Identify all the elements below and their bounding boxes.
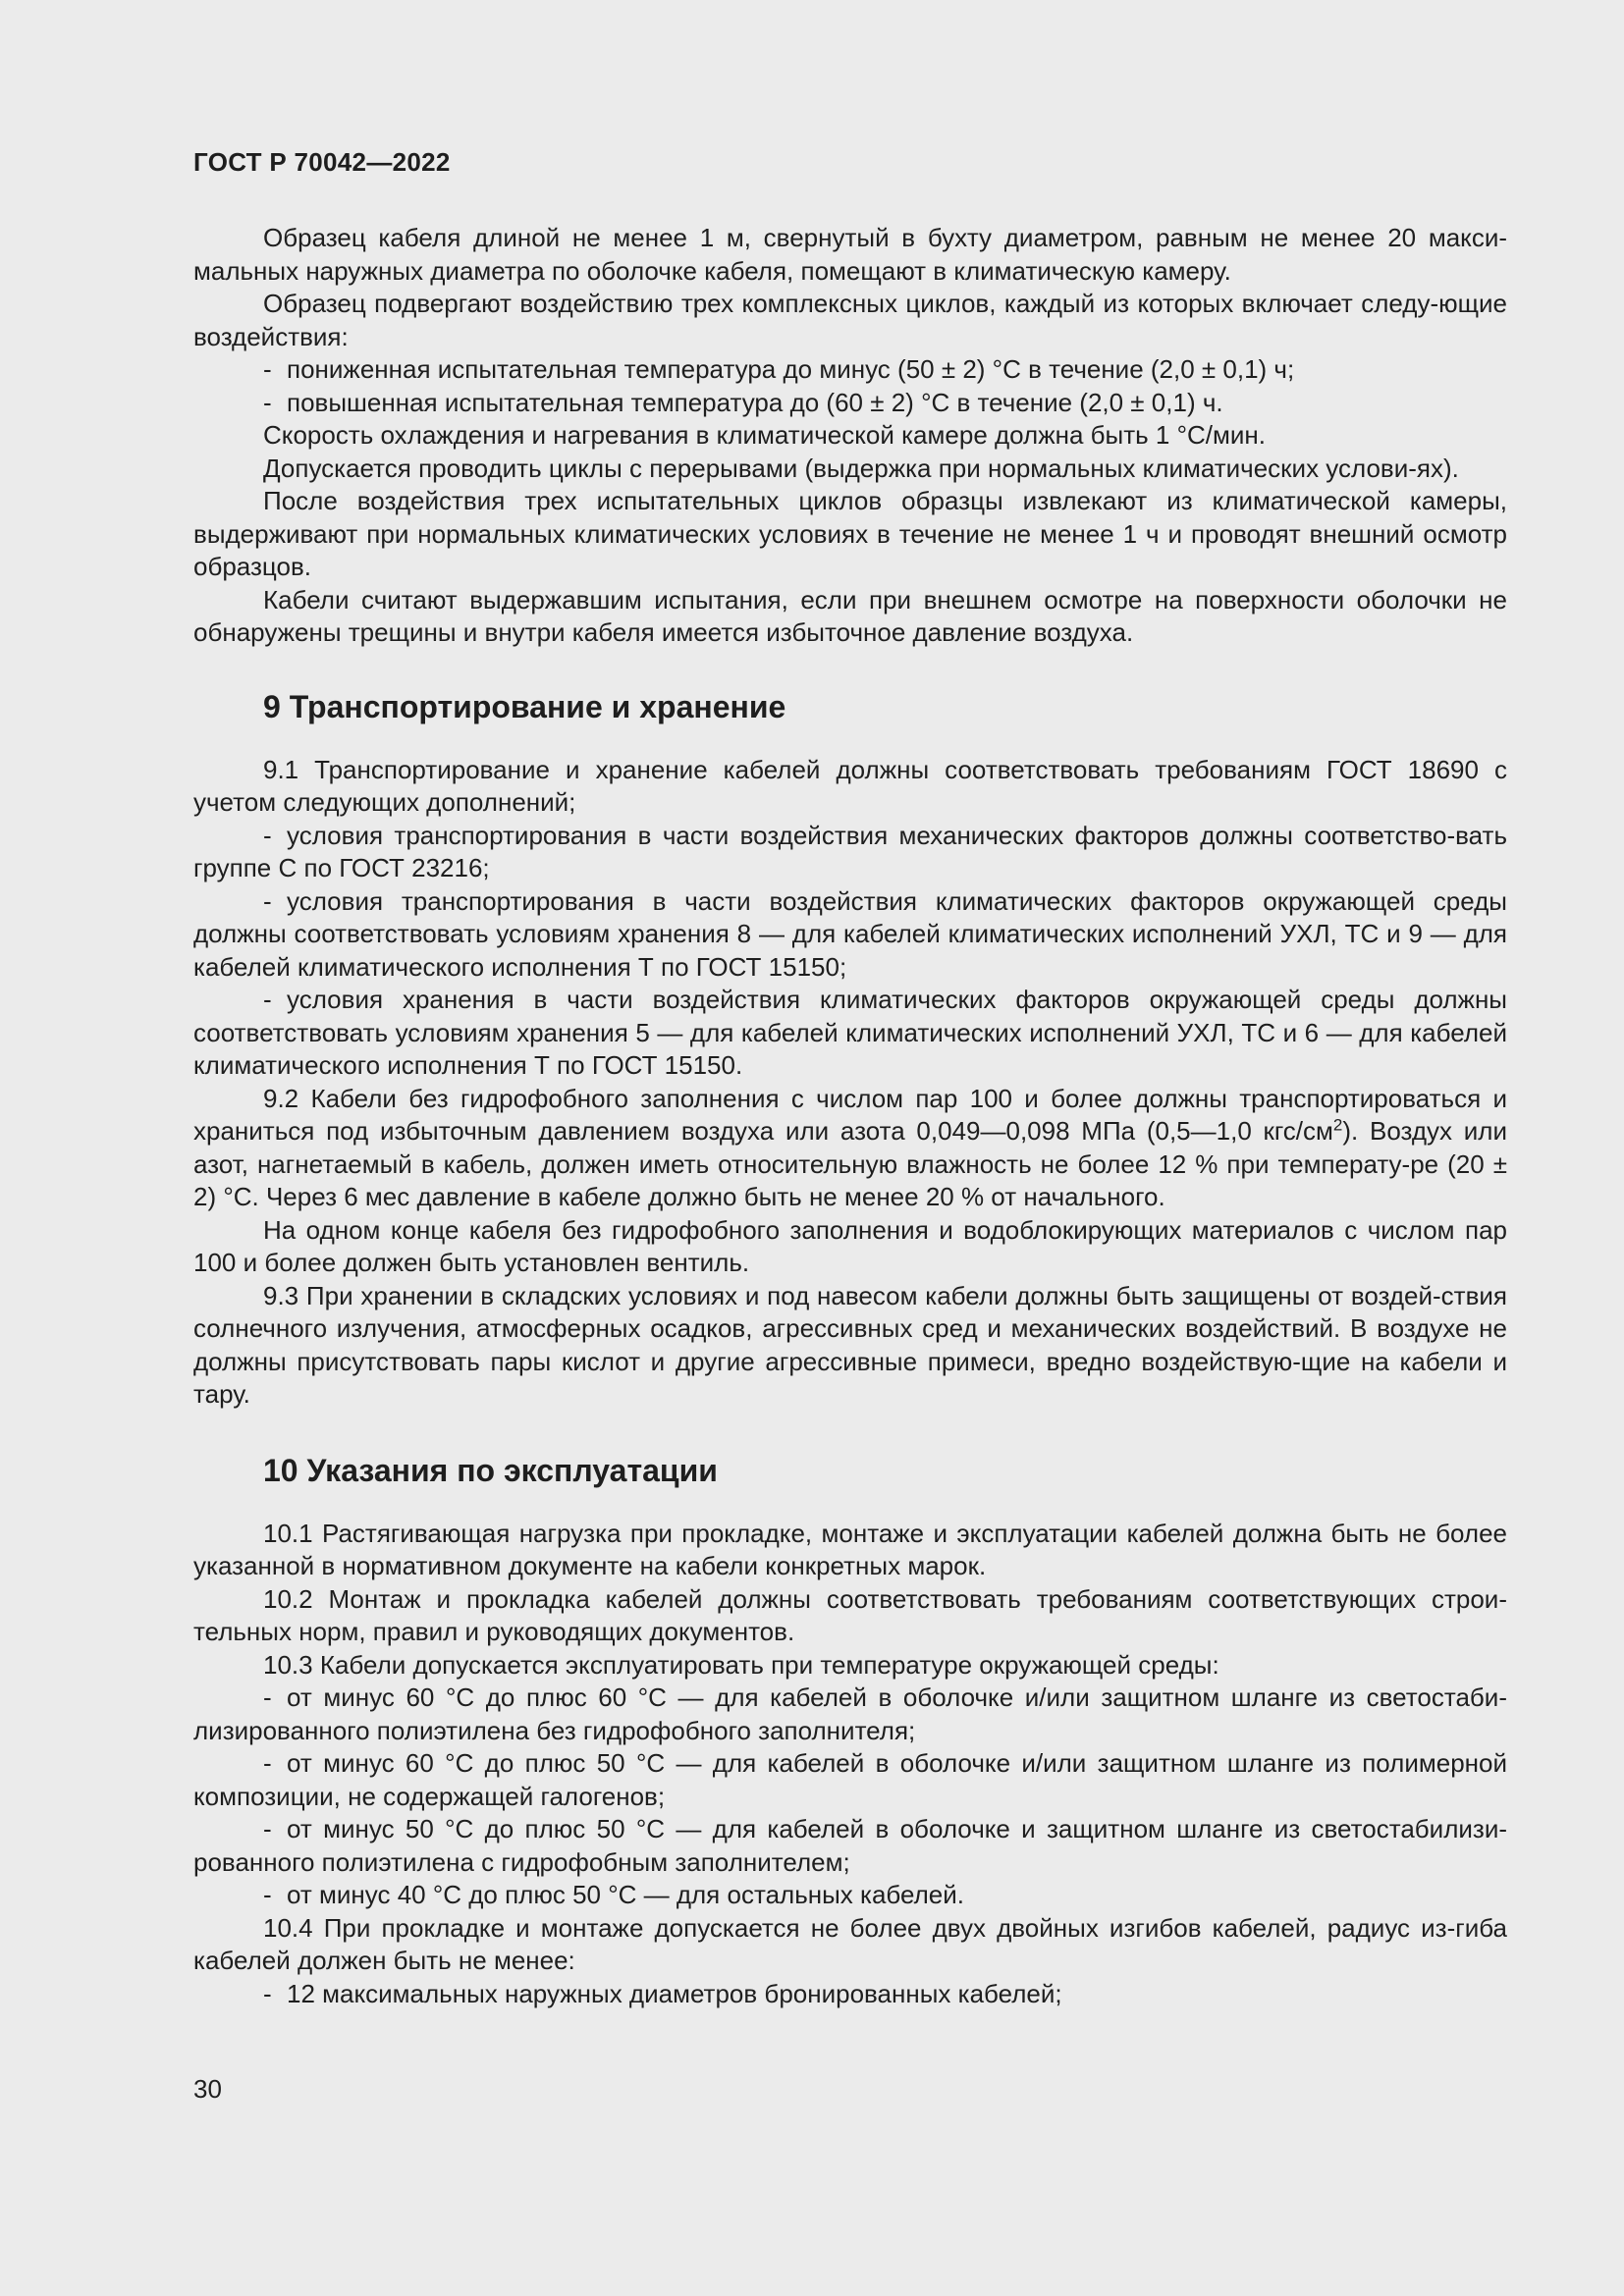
intro-paragraph-5: После воздействия трех испытательных циклов образцы извлекают из климатической камеры, выдерживают при нормальных климатических условиях в течение не менее 1 ч и проводят внешний осмотр образцов. <box>193 486 1507 581</box>
list-item-text: от минус 40 °C до плюс 50 °C — для остальных кабелей. <box>287 1880 964 1909</box>
list-dash: - <box>263 1978 272 2008</box>
list-dash: - <box>263 1814 272 1843</box>
list-dash: - <box>263 985 272 1014</box>
pressure-text-start: 9.2 Кабели без гидрофобного заполнения с числом пар 100 и более должны транспортироваться и храниться под избыточным давлением воздуха или азота 0,049—0,098 МПа (0,5—1,0 кгс/см <box>193 1083 1507 1146</box>
list-dash: - <box>263 1748 272 1778</box>
section-9-heading: 9 Транспортирование и хранение <box>263 688 786 724</box>
section-9-list-item-1 <box>193 820 1507 885</box>
section-10-paragraph-4: 10.4 При прокладке и монтаже допускается не более двух двойных изгибов кабелей, радиус из-гиба кабелей должен быть не менее: <box>193 1912 1507 1975</box>
section-9-paragraph-2 <box>193 1083 1507 1214</box>
intro-paragraph-6: Кабели считают выдержавшим испытания, если при внешнем осмотре на поверхности оболочки не обнаружены трещины и внутри кабеля имеется избыточное давление воздуха. <box>193 584 1507 647</box>
section-10-paragraph-3: 10.3 Кабели допускается эксплуатировать при температуре окружающей среды: <box>263 1649 1219 1680</box>
list-item-text: от минус 60 °C до плюс 60 °C — для кабелей в оболочке и/или защитном шланге из светостаби-лизированного полиэтилена без гидрофобного заполнителя; <box>193 1682 1507 1745</box>
section-9-paragraph-4: 9.3 При хранении в складских условиях и под навесом кабели должны быть защищены от воздей-ствия солнечного излучения, атмосферных осадков, агрессивных сред и механических воздействий. В воздухе не должны присутствовать пары кислот и другие агрессивные примеси, вредно воздействую-щие на кабели и тару. <box>193 1280 1507 1409</box>
list-dash: - <box>263 354 272 384</box>
section-10-list-item-5 <box>193 1978 1507 2011</box>
list-dash: - <box>263 820 272 850</box>
intro-list-item-1 <box>193 353 1507 387</box>
section-9-paragraph-3: На одном конце кабеля без гидрофобного заполнения и водоблокирующих материалов с числом пар 100 и более должен быть установлен вентиль. <box>193 1214 1507 1277</box>
section-10-list-item-3 <box>193 1813 1507 1879</box>
section-10-list-item-2 <box>193 1747 1507 1813</box>
list-dash: - <box>263 885 272 916</box>
intro-paragraph-2: Образец подвергают воздействию трех комплексных циклов, каждый из которых включает следу-ющие воздействия: <box>193 289 1507 351</box>
section-9-paragraph-1: 9.1 Транспортирование и хранение кабелей должны соответствовать требованиям ГОСТ 18690 с учетом следующих дополнений; <box>193 754 1507 817</box>
list-dash: - <box>263 387 272 417</box>
section-9-list-item-3 <box>193 984 1507 1083</box>
section-10-list-item-4 <box>193 1879 1507 1912</box>
standard-code-header: ГОСТ Р 70042—2022 <box>193 147 451 177</box>
list-item-text: условия транспортирования в части воздействия механических факторов должны соответство-вать группе С по ГОСТ 23216; <box>193 820 1507 882</box>
list-item-text: условия хранения в части воздействия климатических факторов окружающей среды должны соответствовать условиям хранения 5 — для кабелей климатических исполнений УХЛ, ТС и 6 — для кабелей климатического исполнения Т по ГОСТ 15150. <box>193 985 1507 1080</box>
list-item-text: условия транспортирования в части воздействия климатических факторов окружающей среды должны соответствовать условиям хранения 8 — для кабелей климатических исполнений УХЛ, ТС и 9 — для кабелей климатического исполнения Т по ГОСТ 15150; <box>193 885 1507 982</box>
superscript-2: 2 <box>1332 1115 1343 1135</box>
section-10-paragraph-2: 10.2 Монтаж и прокладка кабелей должны соответствовать требованиям соответствующих строи-тельных норм, правил и руководящих документов. <box>193 1583 1507 1646</box>
list-item-text: 12 максимальных наружных диаметров бронированных кабелей; <box>287 1978 1062 2008</box>
list-dash: - <box>263 1682 272 1712</box>
list-item-text: от минус 60 °C до плюс 50 °C — для кабелей в оболочке и/или защитном шланге из полимерной композиции, не содержащей галогенов; <box>193 1748 1507 1811</box>
list-item-text: повышенная испытательная температура до (60 ± 2) °C в течение (2,0 ± 0,1) ч. <box>287 387 1223 417</box>
section-10-paragraph-1: 10.1 Растягивающая нагрузка при прокладке, монтаже и эксплуатации кабелей должна быть не более указанной в нормативном документе на кабели конкретных марок. <box>193 1518 1507 1580</box>
document-body <box>193 222 1507 2010</box>
list-item-text: пониженная испытательная температура до минус (50 ± 2) °C в течение (2,0 ± 0,1) ч; <box>287 354 1295 384</box>
page-number: 30 <box>193 2074 222 2104</box>
intro-paragraph-1: Образец кабеля длиной не менее 1 м, свернутый в бухту диаметром, равным не менее 20 макси-мальных наружных диаметра по оболочке кабеля, помещают в климатическую камеру. <box>193 223 1507 286</box>
intro-list-item-2 <box>193 387 1507 420</box>
section-9-list-item-2 <box>193 885 1507 985</box>
intro-paragraph-4: Допускается проводить циклы с перерывами (выдержка при нормальных климатических услови-ях). <box>263 453 1459 483</box>
list-item-text: от минус 50 °C до плюс 50 °C — для кабелей в оболочке и защитном шланге из светостабилизи-рованного полиэтилена с гидрофобным заполнителем; <box>193 1814 1507 1877</box>
section-10-list-item-1 <box>193 1682 1507 1747</box>
list-dash: - <box>263 1880 272 1909</box>
pressure-text-end: ). Воздух или азот, нагнетаемый в кабель, должен иметь относительную влажность не более 12 % при температу-ре (20 ± 2) °C. Через 6 мес давление в кабеле должно быть не менее 20 % от начального. <box>193 1116 1508 1211</box>
intro-paragraph-3: Скорость охлаждения и нагревания в климатической камере должна быть 1 °C/мин. <box>263 420 1266 450</box>
section-10-heading: 10 Указания по эксплуатации <box>263 1452 718 1488</box>
